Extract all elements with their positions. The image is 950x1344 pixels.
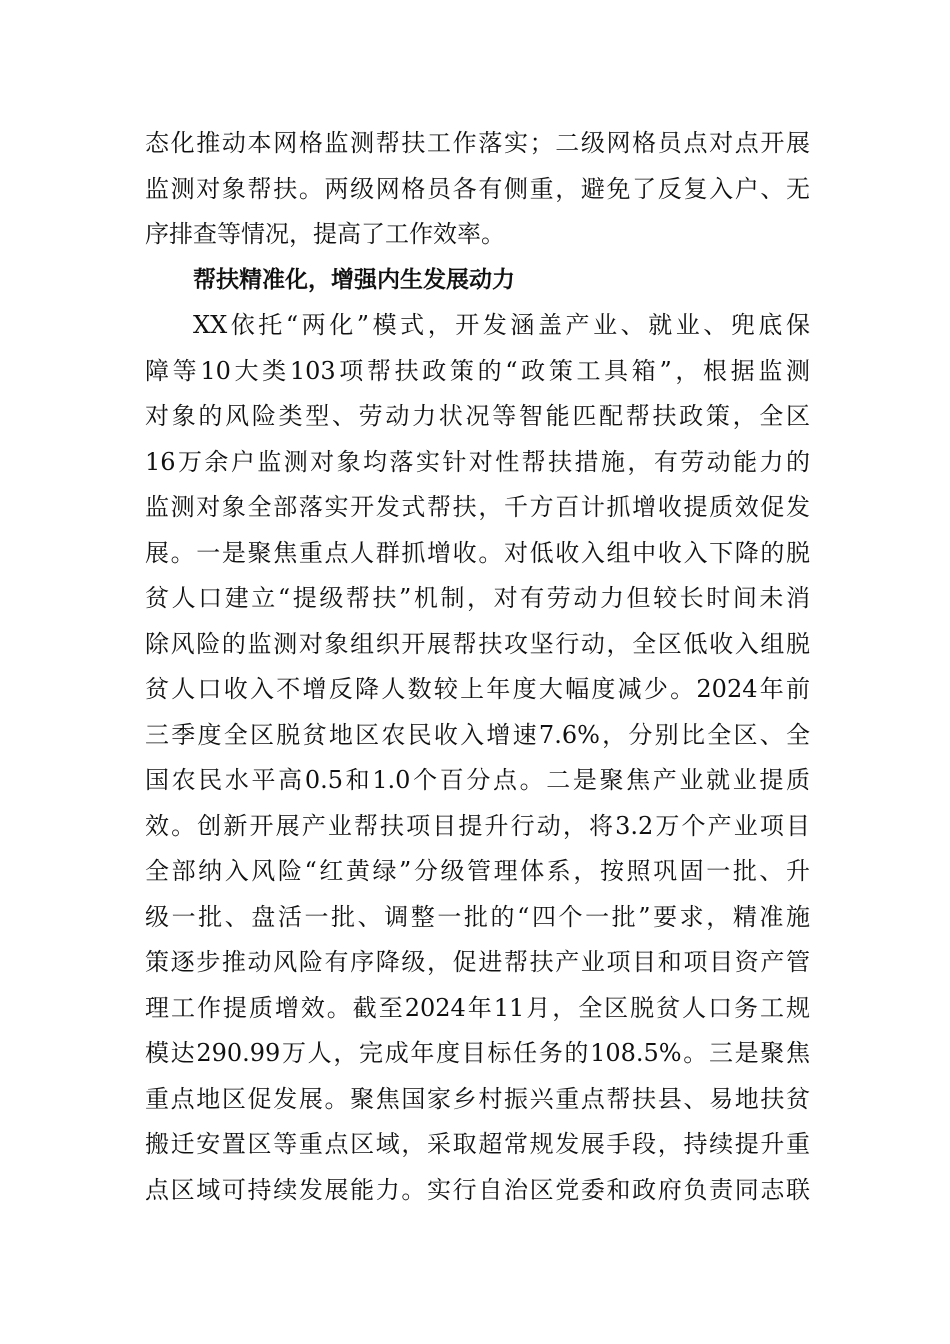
paragraph-2-line-15: 策逐步推动风险有序降级，促进帮扶产业项目和项目资产管 bbox=[145, 948, 810, 976]
paragraph-2-line-4: 16万余户监测对象均落实针对性帮扶措施，有劳动能力的 bbox=[145, 447, 810, 476]
paragraph-2-line-17: 模达290.99万人，完成年度目标任务的108.5%。三是聚焦 bbox=[145, 1039, 810, 1067]
paragraph-2-line-9: 贫人口收入不增反降人数较上年度大幅度减少。2024年前 bbox=[145, 675, 810, 703]
paragraph-2-line-1: XX依托“两化”模式，开发涵盖产业、就业、兜底保 bbox=[193, 311, 810, 339]
paragraph-2-line-20: 点区域可持续发展能力。实行自治区党委和政府负责同志联 bbox=[145, 1175, 810, 1204]
paragraph-2-line-19: 搬迁安置区等重点区域，采取超常规发展手段，持续提升重 bbox=[145, 1130, 810, 1158]
paragraph-2-line-18: 重点地区促发展。聚焦国家乡村振兴重点帮扶县、易地扶贫 bbox=[145, 1084, 810, 1113]
paragraph-2-line-12: 效。创新开展产业帮扶项目提升行动，将3.2万个产业项目 bbox=[145, 811, 810, 840]
paragraph-2-line-6: 展。一是聚焦重点人群抓增收。对低收入组中收入下降的脱 bbox=[145, 538, 810, 567]
paragraph-2-line-2: 障等10大类103项帮扶政策的“政策工具箱”，根据监测 bbox=[145, 356, 810, 385]
paragraph-1-line-2: 监测对象帮扶。两级网格员各有侧重，避免了反复入户、无 bbox=[145, 174, 810, 203]
document-body bbox=[145, 121, 810, 1213]
paragraph-2-line-13: 全部纳入风险“红黄绿”分级管理体系，按照巩固一批、升 bbox=[145, 857, 810, 885]
paragraph-2-line-8: 除风险的监测对象组织开展帮扶攻坚行动，全区低收入组脱 bbox=[145, 629, 810, 658]
paragraph-2-line-5: 监测对象全部落实开发式帮扶，千方百计抓增收提质效促发 bbox=[145, 493, 810, 521]
paragraph-2-line-11: 国农民水平高0.5和1.0个百分点。二是聚焦产业就业提质 bbox=[145, 766, 810, 794]
paragraph-2-line-7: 贫人口建立“提级帮扶”机制，对有劳动力但较长时间未消 bbox=[145, 584, 810, 612]
paragraph-2-line-16: 理工作提质增效。截至2024年11月，全区脱贫人口务工规 bbox=[145, 993, 810, 1022]
section-heading: 帮扶精准化，增强内生发展动力 bbox=[193, 266, 515, 293]
paragraph-1-line-3: 序排查等情况，提高了工作效率。 bbox=[145, 220, 505, 248]
paragraph-2-line-14: 级一批、盘活一批、调整一批的“四个一批”要求，精准施 bbox=[145, 902, 810, 931]
paragraph-2-line-10: 三季度全区脱贫地区农民收入增速7.6%，分别比全区、全 bbox=[145, 720, 810, 749]
paragraph-2-line-3: 对象的风险类型、劳动力状况等智能匹配帮扶政策，全区 bbox=[145, 402, 810, 430]
paragraph-1-line-1: 态化推动本网格监测帮扶工作落实；二级网格员点对点开展 bbox=[145, 129, 810, 157]
